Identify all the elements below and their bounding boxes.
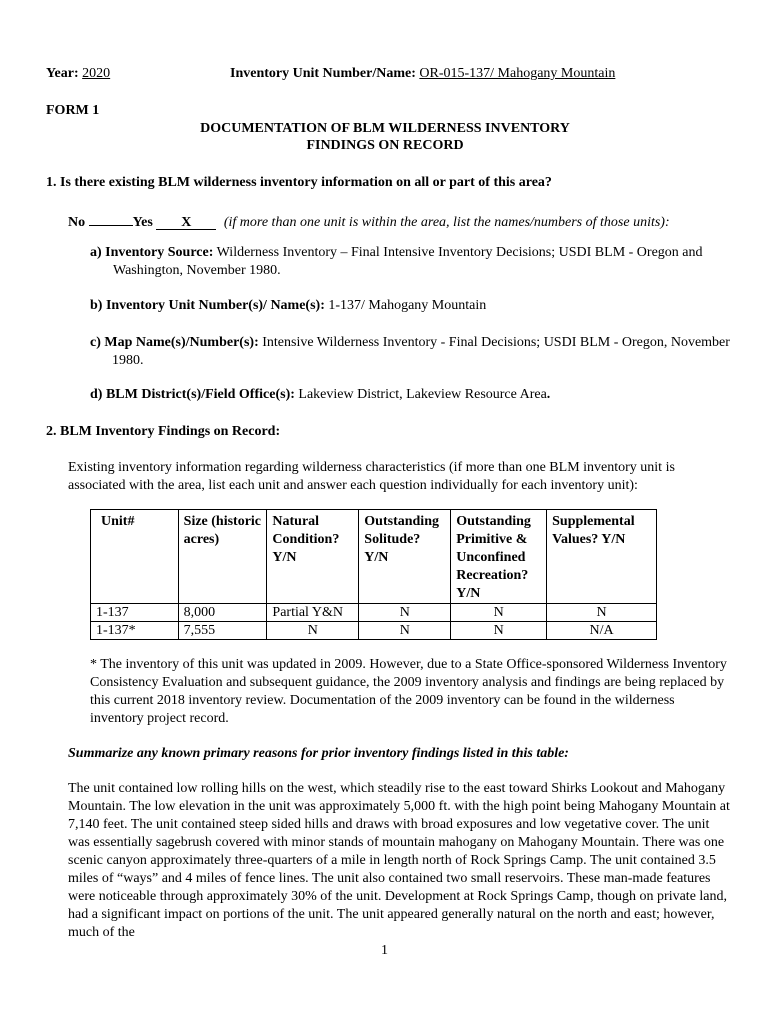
cell-size: 7,555 xyxy=(178,622,267,640)
page-number: 1 xyxy=(381,943,388,958)
item-b xyxy=(90,298,486,314)
item-a-text: Wilderness Inventory – Final Intensive Inventory Decisions; USDI BLM - Oregon and Washington, November 1980. xyxy=(113,245,703,278)
header-recreation: Outstanding Primitive & Unconfined Recreation? Y/N xyxy=(451,510,547,604)
cell-recreation: N xyxy=(451,604,547,622)
year-field xyxy=(46,66,110,82)
section-2-heading: 2. BLM Inventory Findings on Record: xyxy=(46,424,281,439)
header-unit: Unit# xyxy=(91,510,179,604)
document-title-line2: FINDINGS ON RECORD xyxy=(306,138,464,153)
cell-natural: N xyxy=(267,622,359,640)
year-value: 2020 xyxy=(82,66,111,81)
item-c-text: Intensive Wilderness Inventory - Final Decisions; USDI BLM - Oregon, November 1980. xyxy=(112,335,730,368)
item-b-text: 1-137/ Mahogany Mountain xyxy=(328,298,487,313)
cell-size: 8,000 xyxy=(178,604,267,622)
cell-solitude: N xyxy=(359,622,451,640)
summary-heading: Summarize any known primary reasons for prior inventory findings listed in this table: xyxy=(68,746,569,761)
no-blank xyxy=(89,211,133,226)
form-label: FORM 1 xyxy=(46,103,100,118)
item-b-label: b) Inventory Unit Number(s)/ Name(s): xyxy=(90,298,325,313)
cell-solitude: N xyxy=(359,604,451,622)
item-d-end: . xyxy=(546,387,551,402)
item-a xyxy=(90,244,753,280)
item-d-text: Lakeview District, Lakeview Resource Area xyxy=(298,387,547,402)
unit-label: Inventory Unit Number/Name: xyxy=(230,66,416,81)
header-solitude: Outstanding Solitude? Y/N xyxy=(359,510,451,604)
cell-natural: Partial Y&N xyxy=(267,604,359,622)
yes-label: Yes xyxy=(132,215,153,230)
item-d-label: d) BLM District(s)/Field Office(s): xyxy=(90,387,295,402)
no-label: No xyxy=(68,215,86,230)
item-c-label: c) Map Name(s)/Number(s): xyxy=(90,335,259,350)
table-row xyxy=(91,622,657,640)
question-1: 1. Is there existing BLM wilderness inventory information on all or part of this area? xyxy=(46,175,552,190)
q1-note: (if more than one unit is within the area, list the names/numbers of those units): xyxy=(223,215,670,230)
item-d xyxy=(90,387,550,403)
item-c xyxy=(90,334,752,370)
cell-supplemental: N/A xyxy=(547,622,657,640)
document-title-line1: DOCUMENTATION OF BLM WILDERNESS INVENTORY xyxy=(200,121,570,136)
summary-text: The unit contained low rolling hills on the west, which steadily rise to the east toward Shirks Lookout and Mahogany Mountain. The low elevation in the unit was approximately 5,000 ft. with the high point being Mahogany Mountain at 7,140 feet. The unit contained steep sided hills and draws with broad exposures and low vegetative cover. The unit was essentially sagebrush covered with minor stands of mountain mahogany on Mahogany Mountain. There was one scenic canyon approximately three-quarters of a mile in length north of Rock Springs Camp. The unit contained 3.5 miles of “ways” and 4 miles of fence lines. The unit also contained two small reservoirs. These man-made features were noticeable through approximately 30% of the unit. Development at Rock Springs Camp, though on private land, had a significant impact on portions of the unit. The unit appeared generally natural on the north and east; however, much of the xyxy=(68,781,730,940)
table-row xyxy=(91,604,657,622)
section-2-intro: Existing inventory information regarding wilderness characteristics (if more than one BLM inventory unit is associated with the area, list each unit and answer each question individually for each inventory unit): xyxy=(68,460,675,493)
header-size: Size (historic acres) xyxy=(178,510,267,604)
item-a-label: a) Inventory Source: xyxy=(90,245,214,260)
year-label: Year: xyxy=(46,66,79,81)
cell-recreation: N xyxy=(451,622,547,640)
cell-unit: 1-137* xyxy=(91,622,179,640)
unit-value: OR-015-137/ Mahogany Mountain xyxy=(419,66,616,81)
table-footnote: * The inventory of this unit was updated in 2009. However, due to a State Office-sponsored Wilderness Inventory Consistency Evaluation and subsequent guidance, the 2009 inventory analysis and findings are being replaced by this current 2018 inventory review. Documentation of the 2009 inventory can be found in the wilderness inventory project record. xyxy=(90,657,727,726)
cell-supplemental: N xyxy=(547,604,657,622)
header-natural-condition: Natural Condition? Y/N xyxy=(267,510,359,604)
cell-unit: 1-137 xyxy=(91,604,179,622)
header-supplemental: Supplemental Values? Y/N xyxy=(547,510,657,604)
yes-mark: X xyxy=(156,215,216,230)
yes-no-line xyxy=(68,211,670,231)
unit-field xyxy=(230,66,615,82)
table-header-row xyxy=(91,510,657,604)
inventory-findings-table xyxy=(90,509,657,640)
